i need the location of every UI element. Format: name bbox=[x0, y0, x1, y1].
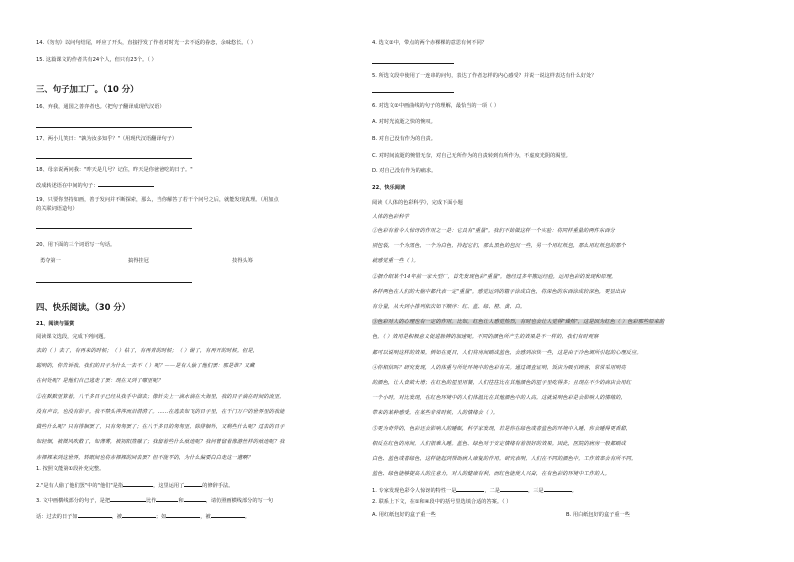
article-line-highlighted: ③色彩对人的心理也有一定的作用。比如，红色让人感觉热烈，有时也会让人觉得"燥热"，这是因为红色（ ）色彩那些原来的 bbox=[372, 319, 665, 325]
article-line: 都可以说明这样的效果。例如在夏日，人们将房间刷成蓝色，会感到凉快一些，这是由于冷色调所引起的心理反应。 bbox=[372, 350, 642, 356]
question-15: 15. 这篇课文的作者共有24个人，但只有23个。（ ） bbox=[36, 57, 157, 63]
passage-line: ②在默默里算着，八千多日子已经从我手中溜去；像针尖上一滴水滴在大海里，我的日子滴在时间的流里， bbox=[36, 394, 285, 400]
passage-line: 没有声音，也没有影子。我不禁头涔涔而泪潸潸了。……在逃去如飞的日子里，在千门万户的世界里的我能 bbox=[36, 409, 285, 415]
answer-blank-a1-2[interactable] bbox=[500, 486, 528, 492]
question-6: 6. 对选文②中画曲线的句子的理解，最恰当的一项（ ） bbox=[372, 103, 500, 109]
reading-q3-text-g: ；如 bbox=[155, 514, 167, 520]
question-17: 17、两小儿笑曰："孰为汝多知乎？"（用现代汉语翻译句子） bbox=[36, 136, 178, 142]
option-d[interactable]: D. 对自己没有作为的痛求。 bbox=[372, 168, 437, 174]
section-3-title: 三、句子加工厂。（10 分） bbox=[36, 84, 139, 94]
question-20: 20、用下面的三个词语写一句话。 bbox=[36, 242, 116, 248]
reading-q3-text-f: ，被 bbox=[111, 514, 122, 520]
reading-q3-text-h: ，被 bbox=[200, 514, 211, 520]
answer-line-5[interactable] bbox=[372, 92, 454, 93]
reading-q3-text-a: 3. 文中画横线部分的句子，是把 bbox=[36, 498, 111, 504]
word-3: 技得头筹 bbox=[232, 258, 253, 264]
question-21-intro: 阅读课文选段，完成下列问题。 bbox=[36, 334, 109, 340]
question-18-prompt: 改成转述语在中间的句子： bbox=[36, 183, 99, 189]
answer-blank-q3-4[interactable] bbox=[78, 512, 112, 518]
answer-blank-q3-1[interactable] bbox=[110, 496, 146, 502]
article-q1-text-a: 1. 专家发现色彩令人惊讶的特性一是 bbox=[372, 488, 457, 494]
article-line: 带来的某种感受。在某些非常时候，人的情绪会（ ）。 bbox=[372, 410, 499, 416]
article-question-1 bbox=[372, 486, 577, 494]
reading-q1: 1. 按照文能第①段补充完整。 bbox=[36, 466, 105, 472]
reading-q3-text-e: 话：过去的日子如 bbox=[36, 514, 78, 520]
question-19-line-1: 19、只要你坚持如画，善于发问并不断探索，那么，当你解答了若干个问号之后，就能发现真理。（用加点 bbox=[36, 197, 279, 203]
article-line: 蓝色、绿色能够提高人的注意力，对人的健康有利，而红色能使人兴奋，在有色彩的环境中工作的人。 bbox=[372, 471, 610, 477]
answer-blank-q2-2[interactable] bbox=[184, 481, 202, 487]
reading-q2-text-b: ，这里运用了 bbox=[153, 483, 185, 489]
option-a[interactable]: A. 对时光流逝之快的惋叹。 bbox=[372, 119, 436, 125]
option-c[interactable]: C. 对时间流逝的惋惜无奈，对自己无所作为的自责转到有所作为，不虚度光阴的渴望。 bbox=[372, 153, 571, 159]
article-title: 人体的色彩科学 bbox=[372, 214, 410, 220]
question-19-line-2: 的关联词语造句） bbox=[36, 206, 78, 212]
question-22-intro: 阅读《人体的色彩科学》，完成下面小题 bbox=[372, 200, 463, 206]
reading-q3-text-b: 比作 bbox=[146, 498, 157, 504]
question-18-line-1: 18、母亲说两问我："昨天是几号？记住，昨天是你爸爸吃的日子。" bbox=[36, 167, 193, 173]
article-line: 白色、蓝色或者绿色，这样能起到帮助病人康复的作用。研究表明，人们在不同的颜色中，工作效率会有所不同。 bbox=[372, 456, 637, 462]
question-18-line-2 bbox=[36, 181, 154, 189]
article-option-a[interactable]: A. 用红纸包好的盒子重一些 bbox=[372, 512, 436, 518]
reading-q3-text-c: 和 bbox=[178, 498, 184, 504]
answer-blank-a1-1[interactable] bbox=[456, 486, 484, 492]
answer-blank-q3-5[interactable] bbox=[122, 512, 156, 518]
answer-blank-q3-2[interactable] bbox=[156, 496, 178, 502]
answer-blank-q3-3[interactable] bbox=[184, 496, 206, 502]
answer-blank-q2-1[interactable] bbox=[123, 481, 153, 487]
answer-line-19[interactable] bbox=[36, 228, 192, 229]
word-2: 搞得挂冠 bbox=[128, 258, 149, 264]
passage-line: 聪明的，你告诉我，我们的日子为什么一去不（ ）呢？——是有人偷了他们罢：那是谁？又藏 bbox=[36, 363, 255, 369]
reading-q3-line-2 bbox=[36, 512, 250, 520]
article-line: 就感觉重一些（ ）。 bbox=[372, 258, 419, 264]
question-14: 14.《勿勿》以问句结尾，呼应了开头，直接抒发了作者对时光一去不返的眷恋，余味悠长。（ ） bbox=[36, 40, 256, 46]
answer-blank-18[interactable] bbox=[98, 181, 154, 187]
section-4-title: 四、快乐阅读。（30 分） bbox=[36, 302, 131, 312]
reading-q2 bbox=[36, 481, 233, 489]
article-line: 相反在红色的房间，人们很难入睡。蓝色、绿色对于安定情绪有着很好的效果。因此，医院的病房一般都刷成 bbox=[372, 441, 626, 447]
passage-line: 在何处呢？是他们自己逃走了罢：现在又到了哪里呢？ bbox=[36, 378, 163, 384]
question-16: 16、弃我，通国之善弈者也。（把句子翻译成现代汉语） bbox=[36, 104, 165, 110]
reading-q3-text-i: 。 bbox=[244, 514, 250, 520]
answer-blank-q3-6[interactable] bbox=[166, 512, 200, 518]
article-line: 别包装，一个为黑色，一个为白色，拎起它们，那么黑色的包沉一些，另一个用红纸包，那么用红纸包的那个 bbox=[372, 243, 626, 249]
article-q1-text-c: ，三是 bbox=[528, 488, 544, 494]
article-option-b[interactable]: B. 用白纸包好的盒子重一些 bbox=[566, 512, 630, 518]
question-4: 4. 选文②中，带点的两个赤裸裸的意思有何不同？ bbox=[372, 40, 487, 46]
article-line: 一个小时，对比发现，在红色环境中的人们体温比在其他颜色中的人高。这就说明色彩是会影响人的情绪的， bbox=[372, 395, 626, 401]
article-line: ④你相信吗？研究发现，人的体重与所处环境中的色彩有关。通过调查证明，饭店为吸引顾客，常常采用明亮 bbox=[372, 365, 626, 371]
answer-line-20[interactable] bbox=[36, 282, 192, 283]
option-b[interactable]: B. 对自己没有作为的自责。 bbox=[372, 136, 436, 142]
question-5: 5. 所选文段中使用了一连串的问句，表达了作者怎样的内心感受？并说一说这样表达有什么好处？ bbox=[372, 73, 597, 79]
question-22-title: 22、快乐阅读 bbox=[372, 185, 406, 191]
article-q1-text-d: 。 bbox=[571, 488, 577, 494]
answer-line-17[interactable] bbox=[36, 158, 192, 159]
answer-blank-a1-3[interactable] bbox=[544, 486, 572, 492]
answer-blank-q3-7[interactable] bbox=[211, 512, 245, 518]
reading-q3-text-d: ，请仿照画横线部分的写一句 bbox=[205, 498, 274, 504]
article-line: 有分量，从大到小排列依次如下顺序：红、蓝、绿、橙、黄、白。 bbox=[372, 304, 526, 310]
question-21-title: 21、阅读与鉴赏 bbox=[36, 321, 75, 327]
article-line: ⑤更为奇异的，色彩还会影响人的睡眠，科学家发现，若是你在绿色或者蓝色的环境中入睡，你会睡得更香甜， bbox=[372, 426, 632, 432]
answer-line-4[interactable] bbox=[372, 63, 454, 64]
passage-line: 做些什么呢？只有徘徊罢了，只有匆匆罢了；在八千多日的匆匆里，除徘徊外，又剩些什么呢？过去的日子 bbox=[36, 424, 285, 430]
reading-q3-line-1 bbox=[36, 496, 273, 504]
answer-line-16[interactable] bbox=[36, 127, 192, 128]
reading-q2-text-c: 的修辞手法。 bbox=[202, 483, 234, 489]
article-line: 色，（ ）效用是积极意义促进脉搏的加速呢。不同的颜色所产生的效果是不一样的，我们有时观察 bbox=[372, 334, 599, 340]
passage-line: 去的（ ）去了，有再来的时候；（ ）枯了，有再青的时候；（ ）谢了，有再开的时候。但是， bbox=[36, 348, 259, 354]
article-line: ①色彩有着令人惊讶的作用之一是：它具有"重量"。我们不妨做这样一个实验：将同样重量的两件东西分 bbox=[372, 228, 615, 234]
word-1: 勇夺第一 bbox=[40, 258, 61, 264]
passage-line: 赤裸裸来到这世界，转眼间也将赤裸裸的回去罢？但不能平的，为什么偏要白白走这一遭啊？ bbox=[36, 455, 253, 461]
article-line: ②据介绍某个14年前一家大型厂，首先发现色彩"重量"，他经过多年搬运经验，运用色彩的发现和原理， bbox=[372, 274, 617, 280]
article-line: 各样两色在人们的大脑中都代表一定"重量"，感觉运到的箱子涂成白色，将深色的东西涂成较深色，更显出由 bbox=[372, 289, 626, 295]
article-question-2: 2. 联系上下文，在①和④段中的括号里选填合适的答案。（ ） bbox=[372, 499, 512, 505]
reading-q2-text-a: 2."是有人偷了他们罢"中的"他们"是指 bbox=[36, 483, 124, 489]
article-q1-text-b: ，二是 bbox=[484, 488, 500, 494]
article-line: 的颜色，让人食欲大增；在红色的屋里用餐，人们往往比在其他颜色的屋子里吃得多；且现在不少的商店会用红 bbox=[372, 380, 632, 386]
passage-line: 如轻烟，被微风吹散了，如薄雾，被初阳蒸融了；我留着些什么痕迹呢？我何曾留着像游丝样的痕迹呢？我 bbox=[36, 439, 285, 445]
